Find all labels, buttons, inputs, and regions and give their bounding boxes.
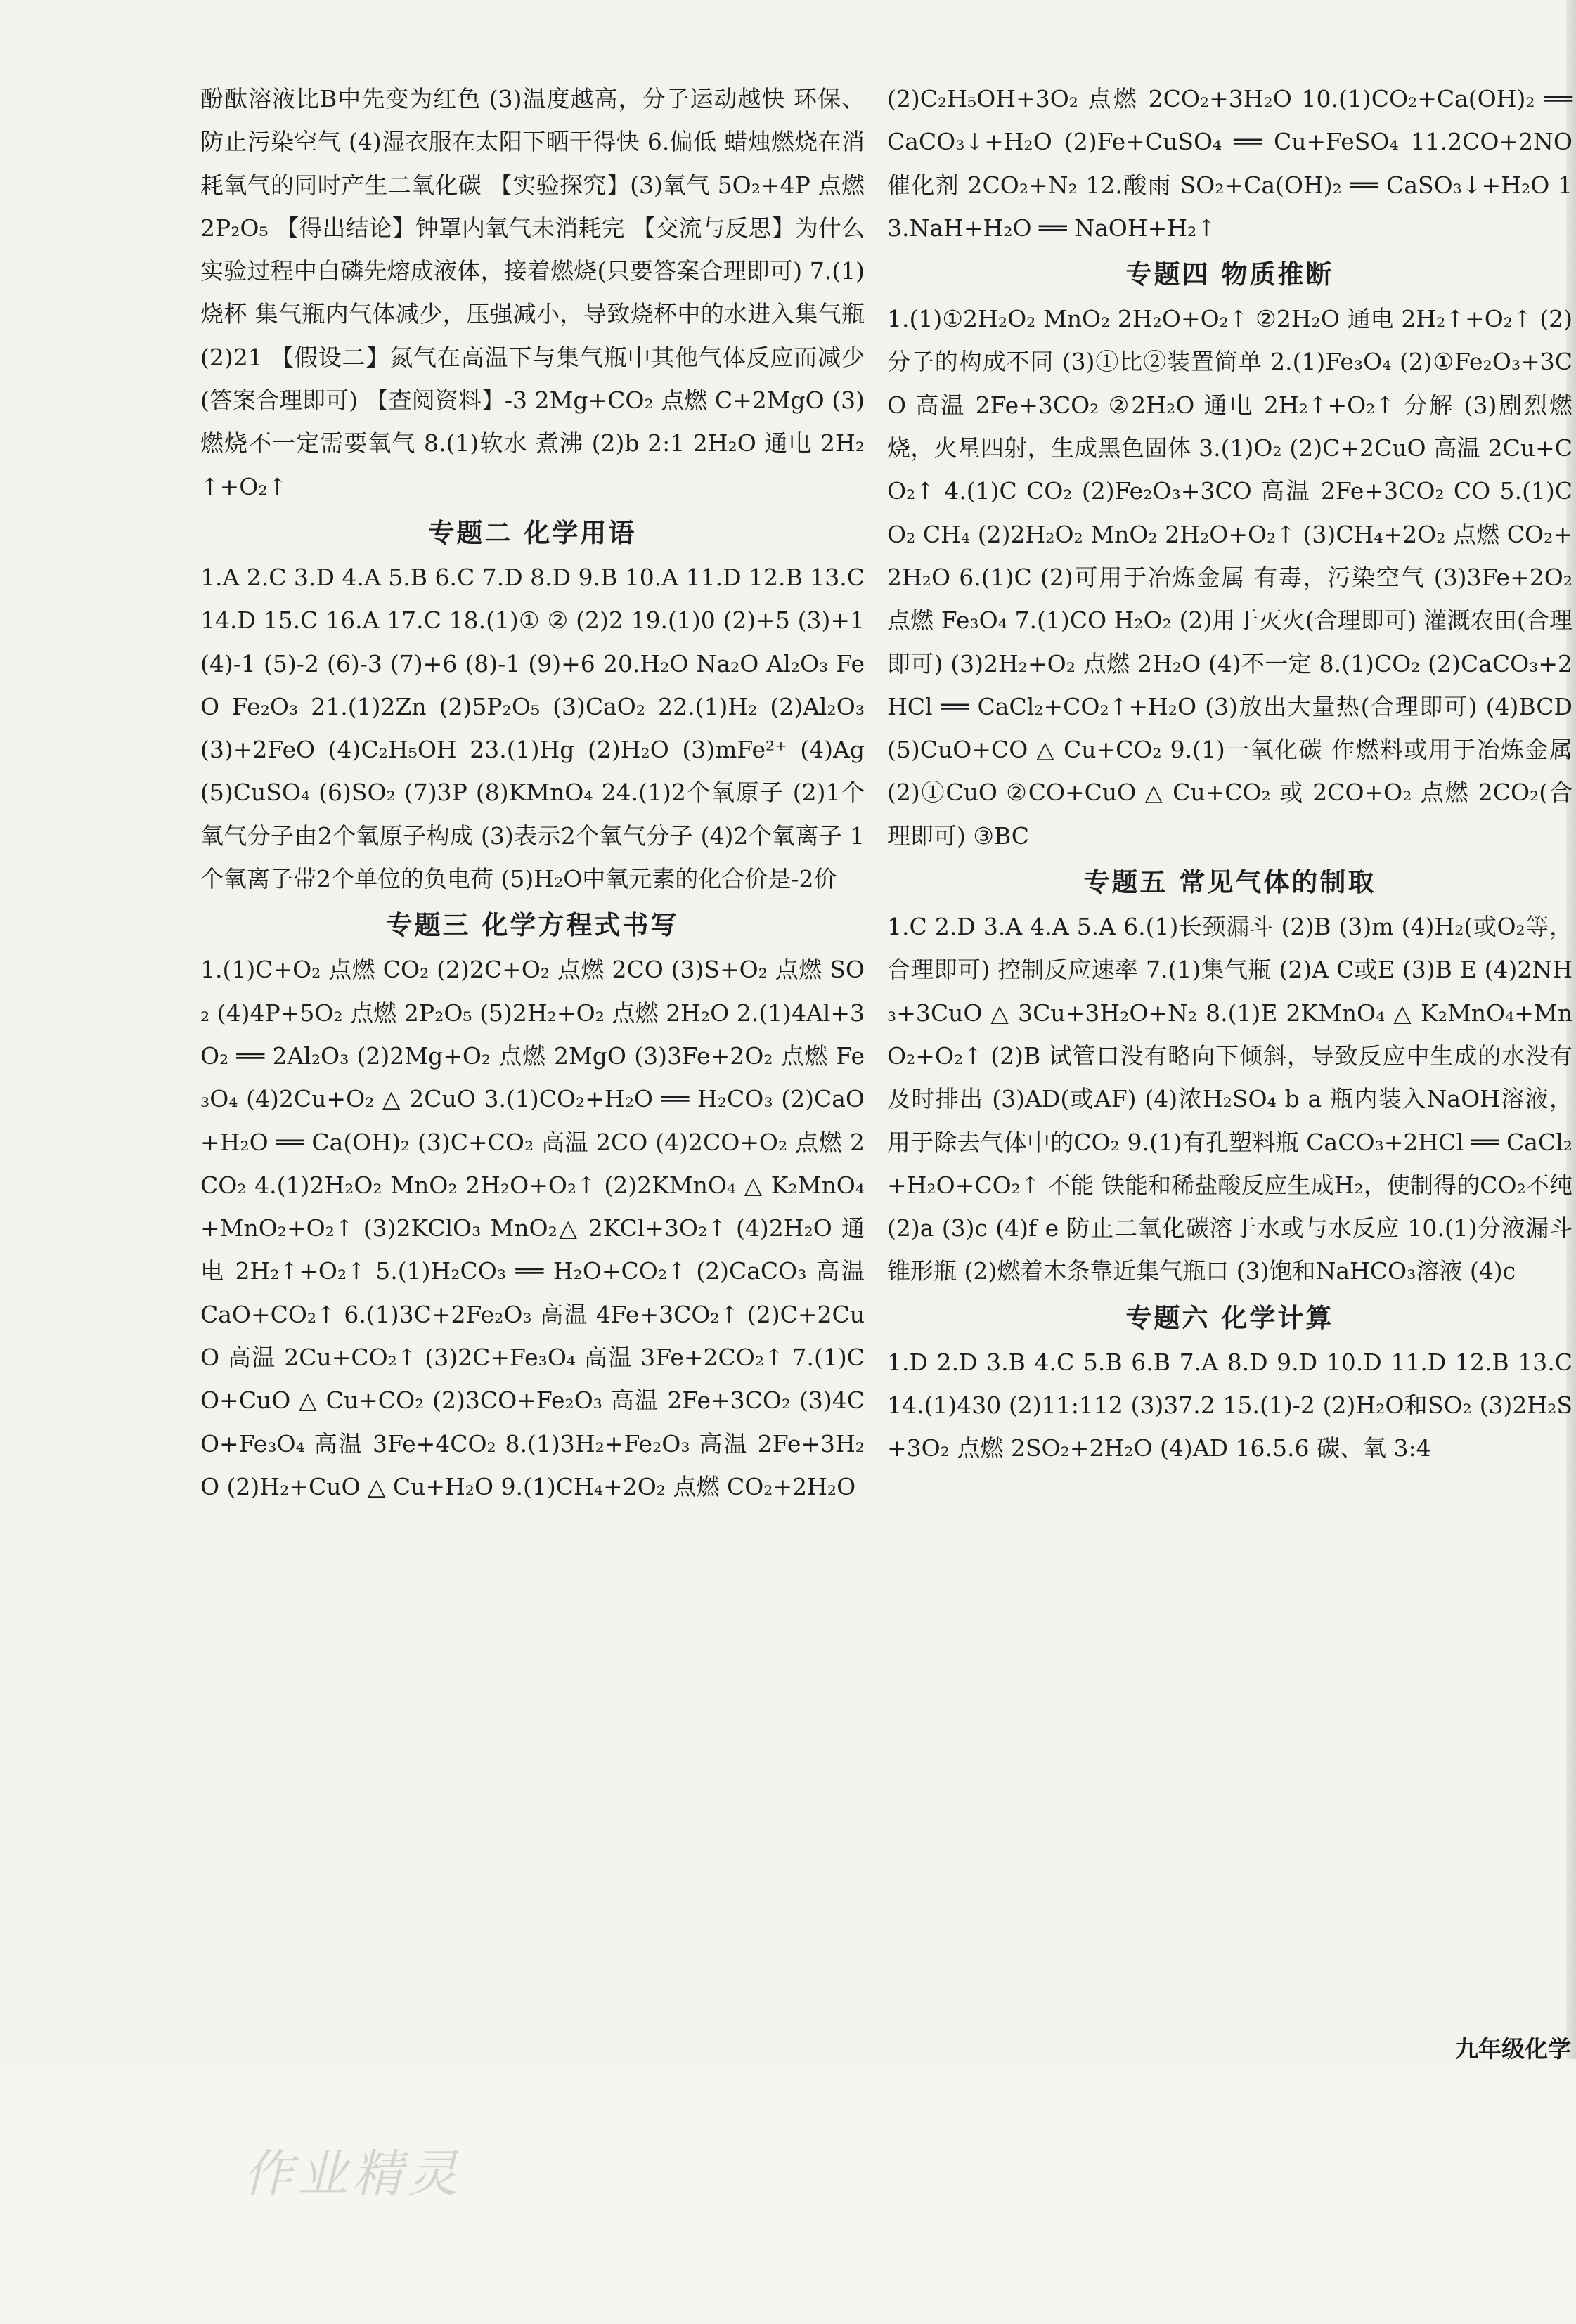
left-topic2-answers: 1.A 2.C 3.D 4.A 5.B 6.C 7.D 8.D 9.B 10.A 11.D 12.B 13.C 14.D 15.C 16.A 17.C 18.(1)① ② (2)2 19.(1)0 (2)+5 (3)+1 (4)-1 (5)-2 (6)-3 (7)+6 (8)-1 (9)+6 20.H₂O Na₂O Al₂O₃ FeO Fe₂O₃ 21.(1)2Zn (2)5P₂O₅ (3)CaO₂ 22.(1)H₂ (2)Al₂O₃ (3)+2FeO (4)C₂H₅OH 23.(1)Hg (2)H₂O (3)mFe²⁺ (4)Ag (5)CuSO₄ (6)SO₂ (7)3P (8)KMnO₄ 24.(1)2个氧原子 (2)1个氧气分子由2个氧原子构成 (3)表示2个氧气分子 (4)2个氧离子 1个氧离子带2个单位的负电荷 (5)H₂O中氧元素的化合价是-2价 [200,563,865,893]
right-topic4-answers: 1.(1)①2H₂O₂ MnO₂ 2H₂O+O₂↑ ②2H₂O 通电 2H₂↑+O₂↑ (2)分子的构成不同 (3)①比②装置简单 2.(1)Fe₃O₄ (2)①Fe₂O₃+3CO 高温 2Fe+3CO₂ ②2H₂O 通电 2H₂↑+O₂↑ 分解 (3)剧烈燃烧，火星四射，生成黑色固体 3.(1)O₂ (2)C+2CuO 高温 2Cu+CO₂↑ 4.(1)C CO₂ (2)Fe₂O₃+3CO 高温 2Fe+3CO₂ CO 5.(1)CO₂ CH₄ (2)2H₂O₂ MnO₂ 2H₂O+O₂↑ (3)CH₄+2O₂ 点燃 CO₂+2H₂O 6.(1)C (2)可用于冶炼金属 有毒，污染空气 (3)3Fe+2O₂ 点燃 Fe₃O₄ 7.(1)CO H₂O₂ (2)用于灭火(合理即可) 灌溉农田(合理即可) (3)2H₂+O₂ 点燃 2H₂O (4)不一定 8.(1)CO₂ (2)CaCO₃+2HCl ══ CaCl₂+CO₂↑+H₂O (3)放出大量热(合理即可) (4)BCD (5)CuO+CO △ Cu+CO₂ 9.(1)一氧化碳 作燃料或用于冶炼金属 (2)①CuO ②CO+CuO △ Cu+CO₂ 或 2CO+O₂ 点燃 2CO₂(合理即可) ③BC [887,305,1573,850]
heading-topic-3: 专题三 化学方程式书写 [386,910,679,941]
left-column [200,77,865,1508]
right-column [887,77,1572,1470]
right-topic3-continuation: (2)C₂H₅OH+3O₂ 点燃 2CO₂+3H₂O 10.(1)CO₂+Ca(OH)₂ ══ CaCO₃↓+H₂O (2)Fe+CuSO₄ ══ Cu+FeSO₄ 11.2CO+2NO 催化剂 2CO₂+N₂ 12.酸雨 SO₂+Ca(OH)₂ ══ CaSO₃↓+H₂O 13.NaH+H₂O ══ NaOH+H₂↑ [887,85,1572,242]
heading-topic-2: 专题二 化学用语 [428,517,637,548]
right-topic6-answers: 1.D 2.D 3.B 4.C 5.B 6.B 7.A 8.D 9.D 10.D 11.D 12.B 13.C 14.(1)430 (2)11:112 (3)37.2 15.(1)-2 (2)H₂O和SO₂ (3)2H₂S+3O₂ 点燃 2SO₂+2H₂O (4)AD 16.5.6 碳、氧 3:4 [887,1348,1572,1462]
left-topic3-answers: 1.(1)C+O₂ 点燃 CO₂ (2)2C+O₂ 点燃 2CO (3)S+O₂ 点燃 SO₂ (4)4P+5O₂ 点燃 2P₂O₅ (5)2H₂+O₂ 点燃 2H₂O 2.(1)4Al+3O₂ ══ 2Al₂O₃ (2)2Mg+O₂ 点燃 2MgO (3)3Fe+2O₂ 点燃 Fe₃O₄ (4)2Cu+O₂ △ 2CuO 3.(1)CO₂+H₂O ══ H₂CO₃ (2)CaO+H₂O ══ Ca(OH)₂ (3)C+CO₂ 高温 2CO (4)2CO+O₂ 点燃 2CO₂ 4.(1)2H₂O₂ MnO₂ 2H₂O+O₂↑ (2)2KMnO₄ △ K₂MnO₄+MnO₂+O₂↑ (3)2KClO₃ MnO₂△ 2KCl+3O₂↑ (4)2H₂O 通电 2H₂↑+O₂↑ 5.(1)H₂CO₃ ══ H₂O+CO₂↑ (2)CaCO₃ 高温 CaO+CO₂↑ 6.(1)3C+2Fe₂O₃ 高温 4Fe+3CO₂↑ (2)C+2CuO 高温 2Cu+CO₂↑ (3)2C+Fe₃O₄ 高温 3Fe+2CO₂↑ 7.(1)CO+CuO △ Cu+CO₂ (2)3CO+Fe₂O₃ 高温 2Fe+3CO₂ (3)4CO+Fe₃O₄ 高温 3Fe+4CO₂ 8.(1)3H₂+Fe₂O₃ 高温 2Fe+3H₂O (2)H₂+CuO △ Cu+H₂O 9.(1)CH₄+2O₂ 点燃 CO₂+2H₂O [200,956,865,1500]
right-topic5-answers: 1.C 2.D 3.A 4.A 5.A 6.(1)长颈漏斗 (2)B (3)m (4)H₂(或O₂等，合理即可) 控制反应速率 7.(1)集气瓶 (2)A C或E (3)B E (4)2NH₃+3CuO △ 3Cu+3H₂O+N₂ 8.(1)E 2KMnO₄ △ K₂MnO₄+MnO₂+O₂↑ (2)B 试管口没有略向下倾斜，导致反应中生成的水没有及时排出 (3)AD(或AF) (4)浓H₂SO₄ b a 瓶内装入NaOH溶液，用于除去气体中的CO₂ 9.(1)有孔塑料瓶 CaCO₃+2HCl ══ CaCl₂+H₂O+CO₂↑ 不能 铁能和稀盐酸反应生成H₂，使制得的CO₂不纯 (2)a (3)c (4)f e 防止二氧化碳溶于水或与水反应 10.(1)分液漏斗 锥形瓶 (2)燃着木条靠近集气瓶口 (3)饱和NaHCO₃溶液 (4)c [887,913,1572,1285]
footer-grade-subject: 九年级化学 [1455,2035,1571,2063]
bottom-blank-area [0,2063,1576,2324]
heading-topic-6: 专题六 化学计算 [1125,1302,1334,1333]
left-topic1-continuation: 酚酞溶液比B中先变为红色 (3)温度越高，分子运动越快 环保、防止污染空气 (4)湿衣服在太阳下晒干得快 6.偏低 蜡烛燃烧在消耗氧气的同时产生二氧化碳 【实验探究】(3)氧气 5O₂+4P 点燃 2P₂O₅ 【得出结论】钟罩内氧气未消耗完 【交流与反思】为什么实验过程中白磷先熔成液体，接着燃烧(只要答案合理即可) 7.(1)烧杯 集气瓶内气体减少，压强减小，导致烧杯中的水进入集气瓶 (2)21 【假设二】氮气在高温下与集气瓶中其他气体反应而减少(答案合理即可) 【查阅资料】-3 2Mg+CO₂ 点燃 C+2MgO (3)燃烧不一定需要氧气 8.(1)软水 煮沸 (2)b 2:1 2H₂O 通电 2H₂↑+O₂↑ [200,85,865,500]
watermark-text: 作业精灵 [243,2144,463,2203]
heading-topic-4: 专题四 物质推断 [1125,259,1334,290]
heading-topic-5: 专题五 常见气体的制取 [1083,867,1376,898]
